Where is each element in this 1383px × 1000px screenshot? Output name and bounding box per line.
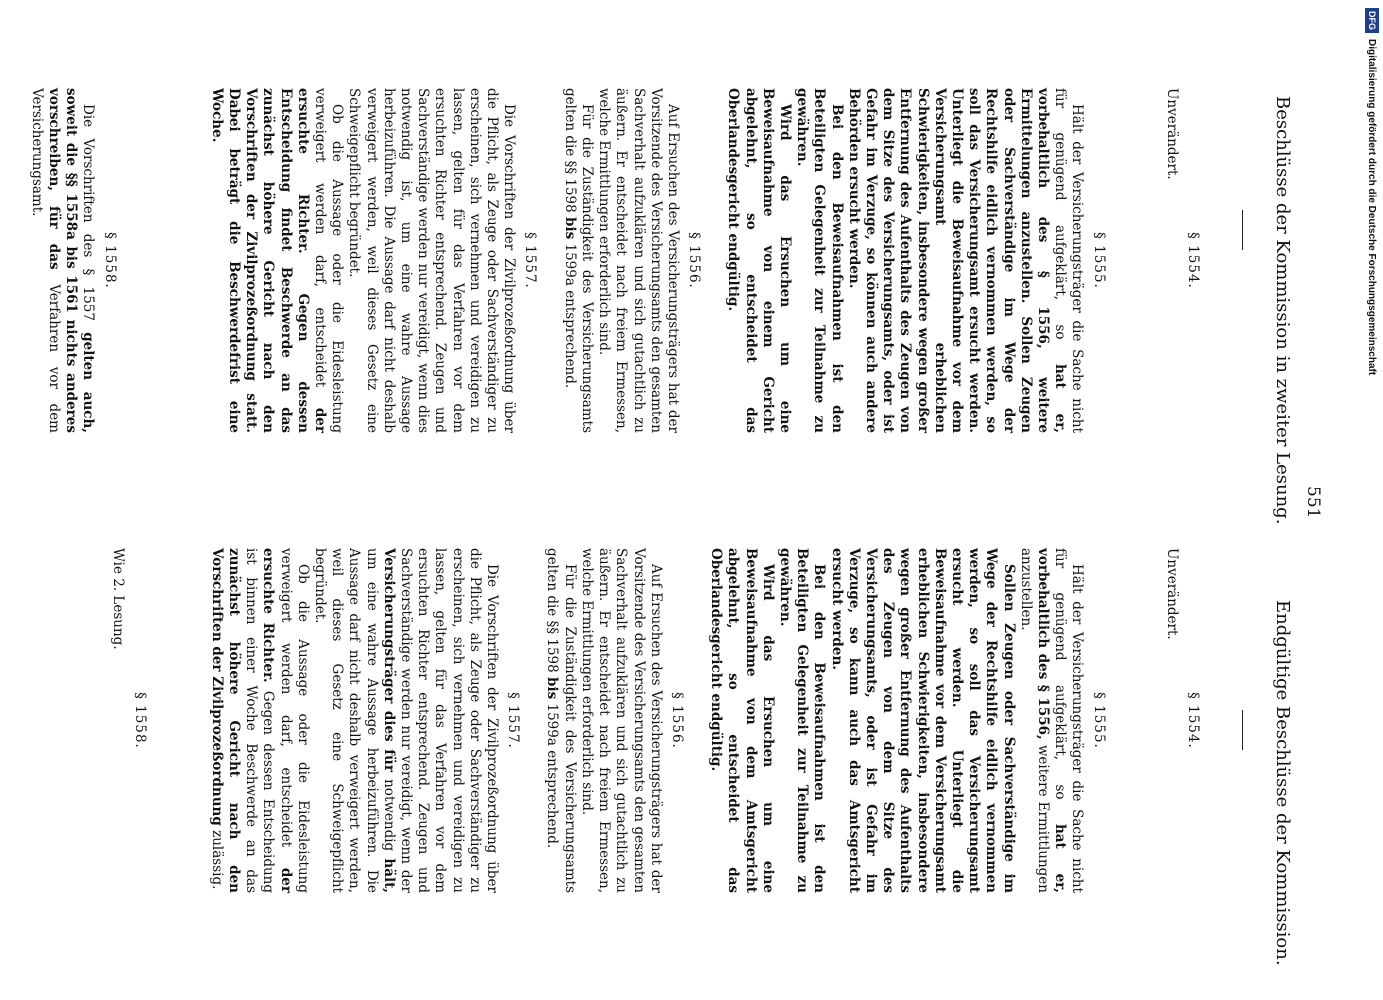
right-s1555-p3: Bei den Beweisaufnahmen ist den Beteiligten Gelegenheit zur Teilnahme zu gewähren. [776,548,828,893]
left-s1555-p3: Wird das Ersuchen um eine Beweisaufnahme von einem Gericht abgelehnt, so entscheidet das Oberlandesgericht endgültig. [725,88,793,433]
left-s1558-p1: Die Vorschriften des § 1557 gelten auch, soweit die §§ 1558a bis 1561 nichts anderes vorschreiben, für das Verfahren vor dem Versicherungsamt. [28,88,97,433]
left-s1557-p1: Die Vorschriften der Zivilprozeßordnung über die Pflicht, als Zeuge oder Sachverständiger zu erscheinen, sich vernehmen und vereidigen zu lassen, gelten für das Verfahren vor dem ersuchten Richter entsprechend. Zeugen und Sachverständige werden nur vereidigt, wenn dies notwendig ist, um eine wahre Aussage herbeizuführen. Die Aussage darf nicht deshalb verweigert werden, weil dieses Gesetz eine Schweigepflicht begründet. [346,88,518,433]
right-s1555-p4: Wird das Ersuchen um eine Beweisaufnahme von dem Amtsgericht abgelehnt, so entscheidet das Oberlandesgericht endgültig. [708,548,776,893]
header-rule-left [1242,210,1243,250]
left-s1555-p1: Hält der Versicherungsträger die Sache nicht für genügend aufgeklärt, so hat er, vorbehaltlich des § 1556, weitere Ermittelungen anzustellen. Sollen Zeugen oder Sachverständige im Wege der Rechtshilfe eidlich vernommen werden, so soll das Versicherungsamt ersucht werden. Unterliegt die Beweisaufnahme vor dem Versicherungsamt erheblichen Schwierigkeiten, insbesondere wegen großer Entfernung des Aufenthalts des Zeugen von dem Sitze des Versicherungsamts, oder ist Gefahr im Verzuge, so können auch andere Behörden ersucht werden. [845,88,1086,433]
right-s1557-title: § 1557. [505,692,522,749]
right-s1557-p1: Die Vorschriften der Zivilprozeßordnung über die Pflicht, als Zeuge oder Sachverständiger zu erscheinen, sich vernehmen und vereidigen zu lassen, gelten für das Verfahren vor dem ersuchten Richter entsprechend. Zeugen und Sachverständige werden nur vereidigt, wenn der Versicherungsträger dies für notwendig hält, um eine wahre Aussage herbeizuführen. Die Aussage darf nicht deshalb verweigert werden, weil dieses Gesetz eine Schweigepflicht begründet. [312,548,501,894]
right-s1558-text: Wie 2. Lesung. [110,548,127,650]
left-column [28,88,1203,433]
right-s1556-title: § 1556. [668,692,685,749]
right-s1557-p2: Ob die Aussage oder die Eidesleistung verweigert werden darf, entscheidet der ersuchte Richter. Gegen dessen Entscheidung ist binnen einer Woche Beschwerde an das zunächst höhere Gericht nach den Vorschriften der Zivilprozeßordnung zulässig. [208,548,311,893]
right-s1555-p2: Sollen Zeugen oder Sachverständige im Wege der Rechtshilfe eidlich vernommen werden, so soll das Versicherungsamt ersucht werden. Unterliegt die Beweisaufnahme vor dem Versicherungsamt erheblichen Schwierigkeiten, insbesondere wegen großer Entfernung des Aufenthalts des Zeugen von dem Sitze des Versicherungsamts, oder ist Gefahr im Verzuge, so kann auch das Amtsgericht ersucht werden. [828,548,1017,893]
right-s1554-title: § 1554. [1185,692,1201,749]
header-rule-right [1242,710,1243,750]
left-s1556-p2: Für die Zuständigkeit des Versicherungsamts gelten die §§ 1598 bis 1599a entsprechend. [561,88,595,433]
dfg-attribution [1365,8,1379,992]
left-s1557-p2: Ob die Aussage oder die Eidesleistung verweigert werden darf, entscheidet der ersuchte Richter. Gegen dessen Entscheidung findet Beschwerde an das zunächst höhere Gericht nach den Vorschriften der Zivilprozeßordnung statt. Dabei beträgt die Beschwerdefrist eine Woche. [208,88,346,433]
right-s1555-title: § 1555. [1090,692,1107,749]
dfg-logo-icon: DFG [1365,8,1379,33]
left-s1556-title: § 1556. [686,232,703,289]
left-s1557-title: § 1557. [522,232,539,289]
left-s1555-title: § 1555. [1090,232,1107,289]
right-s1556-p1: Auf Ersuchen des Versicherungsträgers hat der Vorsitzende des Versicherungsamts den gesamten Sachverhalt aufzuklären und sich gutachtlich zu äußern. Er entscheidet nach freiem Ermessen, welche Ermittlungen erforderlich sind. [578,548,664,893]
left-s1554-text: Unverändert. [1163,88,1180,180]
right-s1556-p2: Für die Zuständigkeit des Versicherungsamts gelten die §§ 1598 bis 1599a entsprechend. [544,548,578,893]
right-s1558-title: § 1558. [131,692,148,749]
page-number: 551 [1303,486,1323,519]
header-left: Beschlüsse der Kommission in zweiter Lesung. [1272,96,1293,525]
left-s1555-p2: Bei den Beweisaufnahmen ist den Beteiligten Gelegenheit zur Teilnahme zu gewähren. [794,88,845,433]
right-s1555-p1: Hält der Versicherungsträger die Sache nicht für genügend aufgeklärt, so hat er, vorbehaltlich des § 1556, weitere Ermittlungen anzustellen. [1017,548,1086,893]
right-s1554-text: Unverändert. [1163,548,1180,640]
left-s1554-title: § 1554. [1185,232,1201,289]
header-right: Endgültige Beschlüsse der Kommission. [1272,600,1293,966]
dfg-attribution-text: Digitalisierung gefördert durch die Deutsche Forschungsgemeinschaft [1366,39,1377,376]
left-s1558-title: § 1558. [101,232,118,289]
right-column [109,548,1203,893]
left-s1556-p1: Auf Ersuchen des Versicherungsträgers hat der Vorsitzende des Versicherungsamts den gesamten Sachverhalt aufzuklären und sich gutachtlich zu äußern. Er entscheidet nach freiem Ermessen, welche Ermittlungen erforderlich sind. [596,88,681,433]
